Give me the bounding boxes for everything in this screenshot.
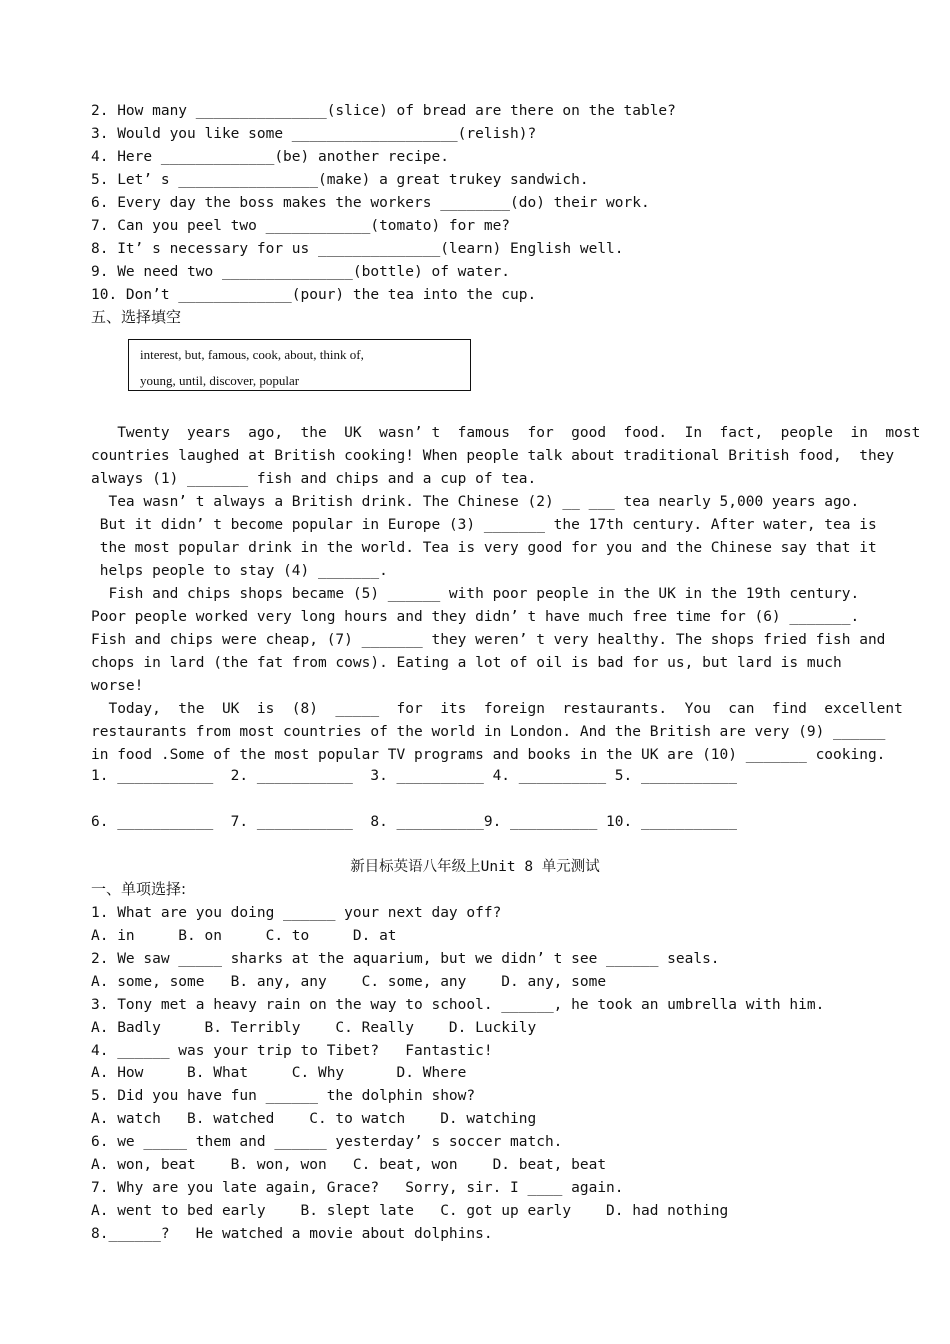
mcq-line: 8.______? He watched a movie about dolphins. (91, 1226, 493, 1242)
section-heading: 五、选择填空 (91, 308, 182, 326)
mcq-line: A. in B. on C. to D. at (91, 928, 397, 944)
passage-line: the most popular drink in the world. Tea is very good for you and the Chinese say that it (91, 540, 877, 556)
passage-line: chops in lard (the fat from cows). Eating a lot of oil is bad for us, but lard is much (91, 655, 842, 671)
passage-line: Fish and chips were cheap, (7) _______ they weren’ t very healthy. The shops fried fish and (91, 632, 886, 648)
unit-title: 新目标英语八年级上Unit 8 单元测试 (350, 859, 600, 875)
passage-line: Tea wasn’ t always a British drink. The Chinese (2) __ ___ tea nearly 5,000 years ago. (91, 494, 860, 510)
passage-line: in food .Some of the most popular TV programs and books in the UK are (10) _______ cooking. (91, 747, 886, 763)
word-box-line: interest, but, famous, cook, about, think of, (140, 347, 364, 362)
mcq-line: A. watch B. watched C. to watch D. watching (91, 1111, 537, 1127)
mcq-line: A. went to bed early B. slept late C. got up early D. had nothing (91, 1203, 729, 1219)
passage-line: countries laughed at British cooking! When people talk about traditional British food, they (91, 448, 895, 464)
fill-in-item: 9. We need two _______________(bottle) of water. (91, 264, 511, 280)
passage-line: always (1) _______ fish and chips and a cup of tea. (91, 471, 537, 487)
mcq-line: 6. we _____ them and ______ yesterday’ s soccer match. (91, 1134, 563, 1150)
passage-line: Twenty years ago, the UK wasn’ t famous for good food. In fact, people in most (91, 425, 921, 441)
mcq-line: A. Badly B. Terribly C. Really D. Luckily (91, 1020, 537, 1036)
mcq-line: 7. Why are you late again, Grace? Sorry, sir. I ____ again. (91, 1180, 624, 1196)
mcq-line: A. some, some B. any, any C. some, any D. any, some (91, 974, 607, 990)
passage-line: Poor people worked very long hours and they didn’ t have much free time for (6) _______. (91, 609, 860, 625)
mcq-line: 4. ______ was your trip to Tibet? Fantastic! (91, 1043, 493, 1059)
mcq-line: A. How B. What C. Why D. Where (91, 1065, 467, 1081)
fill-in-item: 6. Every day the boss makes the workers ________(do) their work. (91, 195, 650, 211)
passage-line: Fish and chips shops became (5) ______ with poor people in the UK in the 19th century. (91, 586, 860, 602)
mcq-line: 2. We saw _____ sharks at the aquarium, but we didn’ t see ______ seals. (91, 951, 720, 967)
answer-row: 6. ___________ 7. ___________ 8. __________9. __________ 10. ___________ (91, 814, 738, 830)
fill-in-item: 3. Would you like some ___________________(relish)? (91, 126, 537, 142)
fill-in-item: 8. It’ s necessary for us ______________(learn) English well. (91, 241, 624, 257)
word-box-line: young, until, discover, popular (140, 373, 300, 388)
fill-in-item: 10. Don’t _____________(pour) the tea into the cup. (91, 287, 537, 303)
passage-line: Today, the UK is (8) _____ for its foreign restaurants. You can find excellent (91, 701, 903, 717)
section-heading: 一、单项选择: (91, 880, 187, 898)
mcq-line: 5. Did you have fun ______ the dolphin show? (91, 1088, 476, 1104)
passage-line: worse! (91, 678, 144, 694)
word-box (128, 339, 471, 391)
answer-row: 1. ___________ 2. ___________ 3. __________ 4. __________ 5. ___________ (91, 768, 738, 784)
mcq-line: 1. What are you doing ______ your next day off? (91, 905, 502, 921)
fill-in-item: 2. How many _______________(slice) of bread are there on the table? (91, 103, 676, 119)
mcq-line: 3. Tony met a heavy rain on the way to school. ______, he took an umbrella with him. (91, 997, 825, 1013)
passage-line: restaurants from most countries of the world in London. And the British are very (9) ______ (91, 724, 886, 740)
fill-in-item: 5. Let’ s ________________(make) a great trukey sandwich. (91, 172, 589, 188)
mcq-line: A. won, beat B. won, won C. beat, won D. beat, beat (91, 1157, 607, 1173)
fill-in-item: 4. Here _____________(be) another recipe. (91, 149, 449, 165)
passage-line: But it didn’ t become popular in Europe (3) _______ the 17th century. After water, tea is (91, 517, 877, 533)
passage-line: helps people to stay (4) _______. (91, 563, 388, 579)
fill-in-item: 7. Can you peel two ____________(tomato) for me? (91, 218, 511, 234)
reading-passage (91, 422, 921, 767)
